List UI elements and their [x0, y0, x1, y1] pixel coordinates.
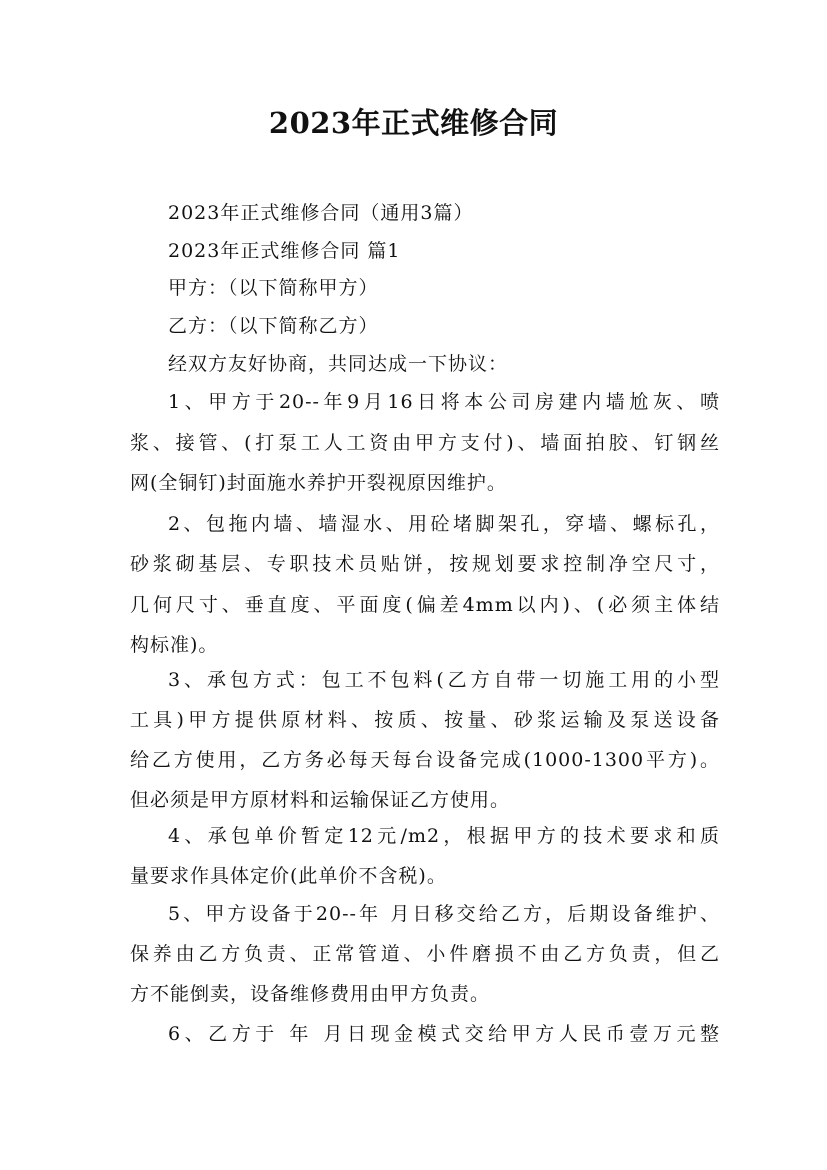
clause-5-line-1: 5、甲方设备于20--年 月日移交给乙方，后期设备维护、 [168, 903, 720, 925]
document-title: 2023年正式维修合同 [268, 106, 559, 140]
clause-5-line-3: 方不能倒卖，设备维修费用由甲方负责。 [130, 983, 491, 1005]
party-b-line: 乙方：（以下简称乙方） [168, 315, 379, 337]
clause-4-line-1: 4、承包单价暂定12元/m2，根据甲方的技术要求和质 [168, 825, 720, 847]
clause-3-line-2: 工具)甲方提供原材料、按质、按量、砂浆运输及泵送设备 [130, 709, 720, 731]
agreement-intro: 经双方友好协商，共同达成一下协议： [168, 353, 509, 375]
clause-3-line-1: 3、承包方式：包工不包料(乙方自带一切施工用的小型 [168, 669, 720, 691]
clause-1-line-2: 浆、接管、(打泵工人工资由甲方支付)、墙面拍胶、钉钢丝 [130, 432, 720, 454]
clause-2-line-4: 构标准)。 [130, 634, 219, 656]
party-a-line: 甲方：（以下简称甲方） [168, 277, 379, 299]
clause-2-line-1: 2、包拖内墙、墙湿水、用砼堵脚架孔，穿墙、螺标孔， [168, 513, 720, 535]
clause-3-line-4: 但必须是甲方原材料和运输保证乙方使用。 [130, 789, 511, 811]
section-heading: 2023年正式维修合同 篇1 [168, 240, 401, 262]
clause-4-line-2: 量要求作具体定价(此单价不含税)。 [130, 865, 447, 887]
clause-1-line-1: 1、甲方于20--年9月16日将本公司房建内墙尬灰、喷 [168, 391, 720, 413]
clause-1-line-3: 网(全铜钉)封面施水养护开裂视原因维护。 [130, 472, 507, 494]
clause-2-line-2: 砂浆砌基层、专职技术员贴饼，按规划要求控制净空尺寸， [130, 553, 720, 575]
subtitle-line: 2023年正式维修合同（通用3篇） [168, 202, 474, 224]
clause-2-line-3: 几何尺寸、垂直度、平面度(偏差4mm以内)、(必须主体结 [130, 594, 720, 616]
clause-3-line-3: 给乙方使用，乙方务必每天每台设备完成(1000-1300平方)。 [130, 749, 720, 771]
clause-5-line-2: 保养由乙方负责、正常管道、小件磨损不由乙方负责，但乙 [130, 943, 720, 965]
clause-6-line-1: 6、乙方于 年 月日现金模式交给甲方人民币壹万元整 [168, 1023, 720, 1045]
